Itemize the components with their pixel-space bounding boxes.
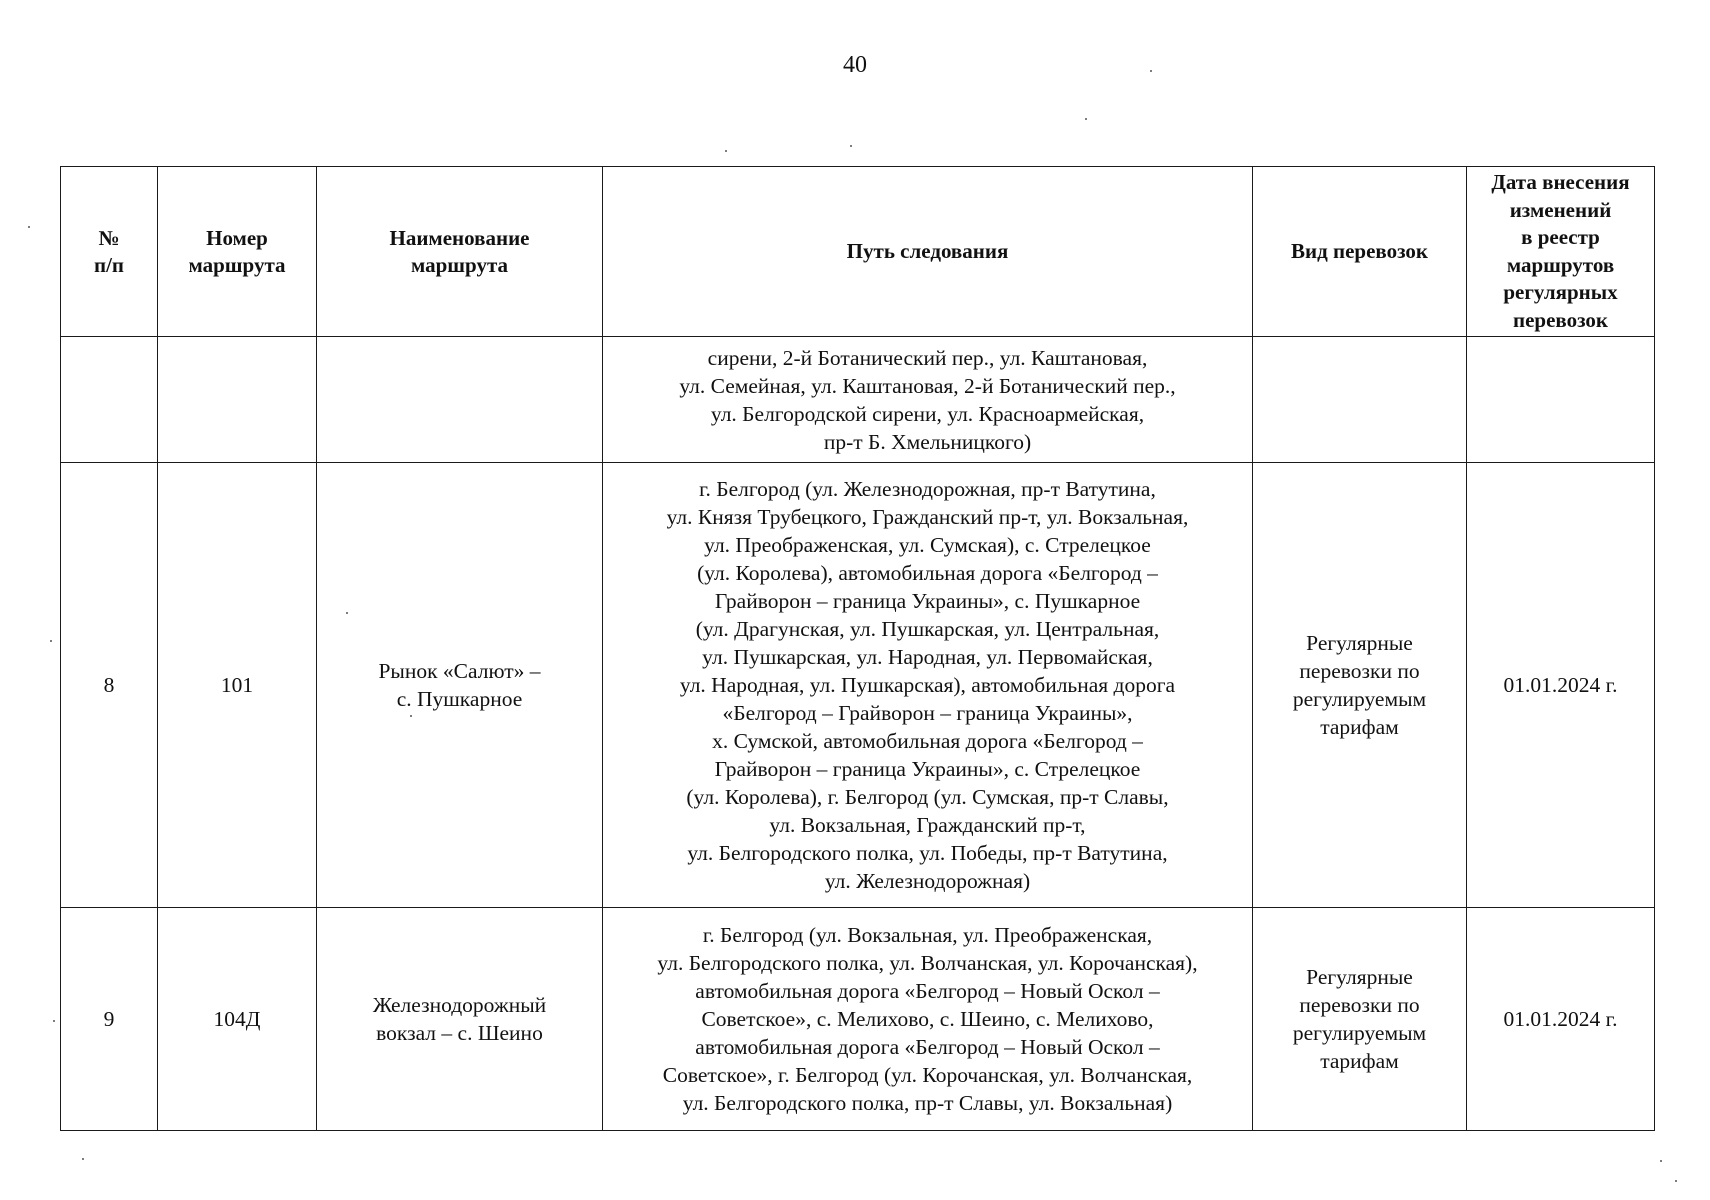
cell-num: [61, 337, 158, 463]
cell-path: г. Белгород (ул. Железнодорожная, пр-т Ватутина, ул. Князя Трубецкого, Гражданский пр-т, ул. Вокзальная, ул. Преображенская, ул. Сумская), с. Стрелецкое (ул. Королева), автомобильная дорога «Белгород – Грайворон – граница Украины», с. Пушкарное (ул. Драгунская, ул. Пушкарская, ул. Центральная, ул. Пушкарская, ул. Народная, ул. Первомайская, ул. Народная, ул. Пушкарская), автомобильная дорога «Белгород – Грайворон – граница Украины», х. Сумской, автомобильная дорога «Белгород – Грайворон – граница Украины», с. Стрелецкое (ул. Королева), г. Белгород (ул. Сумская, пр-т Славы, ул. Вокзальная, Гражданский пр-т, ул. Белгородского полка, ул. Победы, пр-т Ватутина, ул. Железнодорожная): [603, 463, 1253, 908]
cell-num: 9: [61, 908, 158, 1131]
header-date-changes: Дата внесения изменений в реестр маршрутов регулярных перевозок: [1467, 167, 1655, 337]
header-num: № п/п: [61, 167, 158, 337]
cell-date: 01.01.2024 г.: [1467, 908, 1655, 1131]
table-row: [61, 908, 1655, 1131]
scan-speck: [1085, 118, 1087, 120]
cell-route-name: Рынок «Салют» – с. Пушкарное: [317, 463, 603, 908]
scan-speck: [82, 1158, 84, 1160]
cell-route-number: 101: [158, 463, 317, 908]
scan-speck: [410, 715, 412, 717]
cell-route-number: 104Д: [158, 908, 317, 1131]
header-path: Путь следования: [603, 167, 1253, 337]
scan-speck: [346, 612, 348, 614]
cell-route-name: Железнодорожный вокзал – с. Шеино: [317, 908, 603, 1131]
routes-registry-table: [60, 166, 1655, 1131]
scan-speck: [1660, 1160, 1662, 1162]
header-route-name: Наименование маршрута: [317, 167, 603, 337]
cell-transport-type: [1253, 337, 1467, 463]
header-transport-type: Вид перевозок: [1253, 167, 1467, 337]
cell-date: [1467, 337, 1655, 463]
cell-date: 01.01.2024 г.: [1467, 463, 1655, 908]
scan-speck: [850, 145, 852, 147]
scan-speck: [53, 1020, 55, 1022]
scan-speck: [1150, 70, 1152, 72]
scan-speck: [1675, 1180, 1677, 1182]
table-row: [61, 463, 1655, 908]
cell-path: сирени, 2-й Ботанический пер., ул. Каштановая, ул. Семейная, ул. Каштановая, 2-й Ботанический пер., ул. Белгородской сирени, ул. Красноармейская, пр-т Б. Хмельницкого): [603, 337, 1253, 463]
header-route-number: Номер маршрута: [158, 167, 317, 337]
cell-transport-type: Регулярные перевозки по регулируемым тарифам: [1253, 908, 1467, 1131]
cell-route-name: [317, 337, 603, 463]
table-row: [61, 337, 1655, 463]
cell-transport-type: Регулярные перевозки по регулируемым тарифам: [1253, 463, 1467, 908]
scan-speck: [28, 226, 30, 228]
cell-route-number: [158, 337, 317, 463]
scan-speck: [50, 640, 52, 642]
cell-num: 8: [61, 463, 158, 908]
page-number: 40: [843, 52, 867, 78]
scan-speck: [725, 150, 727, 152]
table-header-row: [61, 167, 1655, 337]
cell-path: г. Белгород (ул. Вокзальная, ул. Преображенская, ул. Белгородского полка, ул. Волчанская, ул. Корочанская), автомобильная дорога «Белгород – Новый Оскол – Советское», с. Мелихово, с. Шеино, с. Мелихово, автомобильная дорога «Белгород – Новый Оскол – Советское», г. Белгород (ул. Корочанская, ул. Волчанская, ул. Белгородского полка, пр-т Славы, ул. Вокзальная): [603, 908, 1253, 1131]
